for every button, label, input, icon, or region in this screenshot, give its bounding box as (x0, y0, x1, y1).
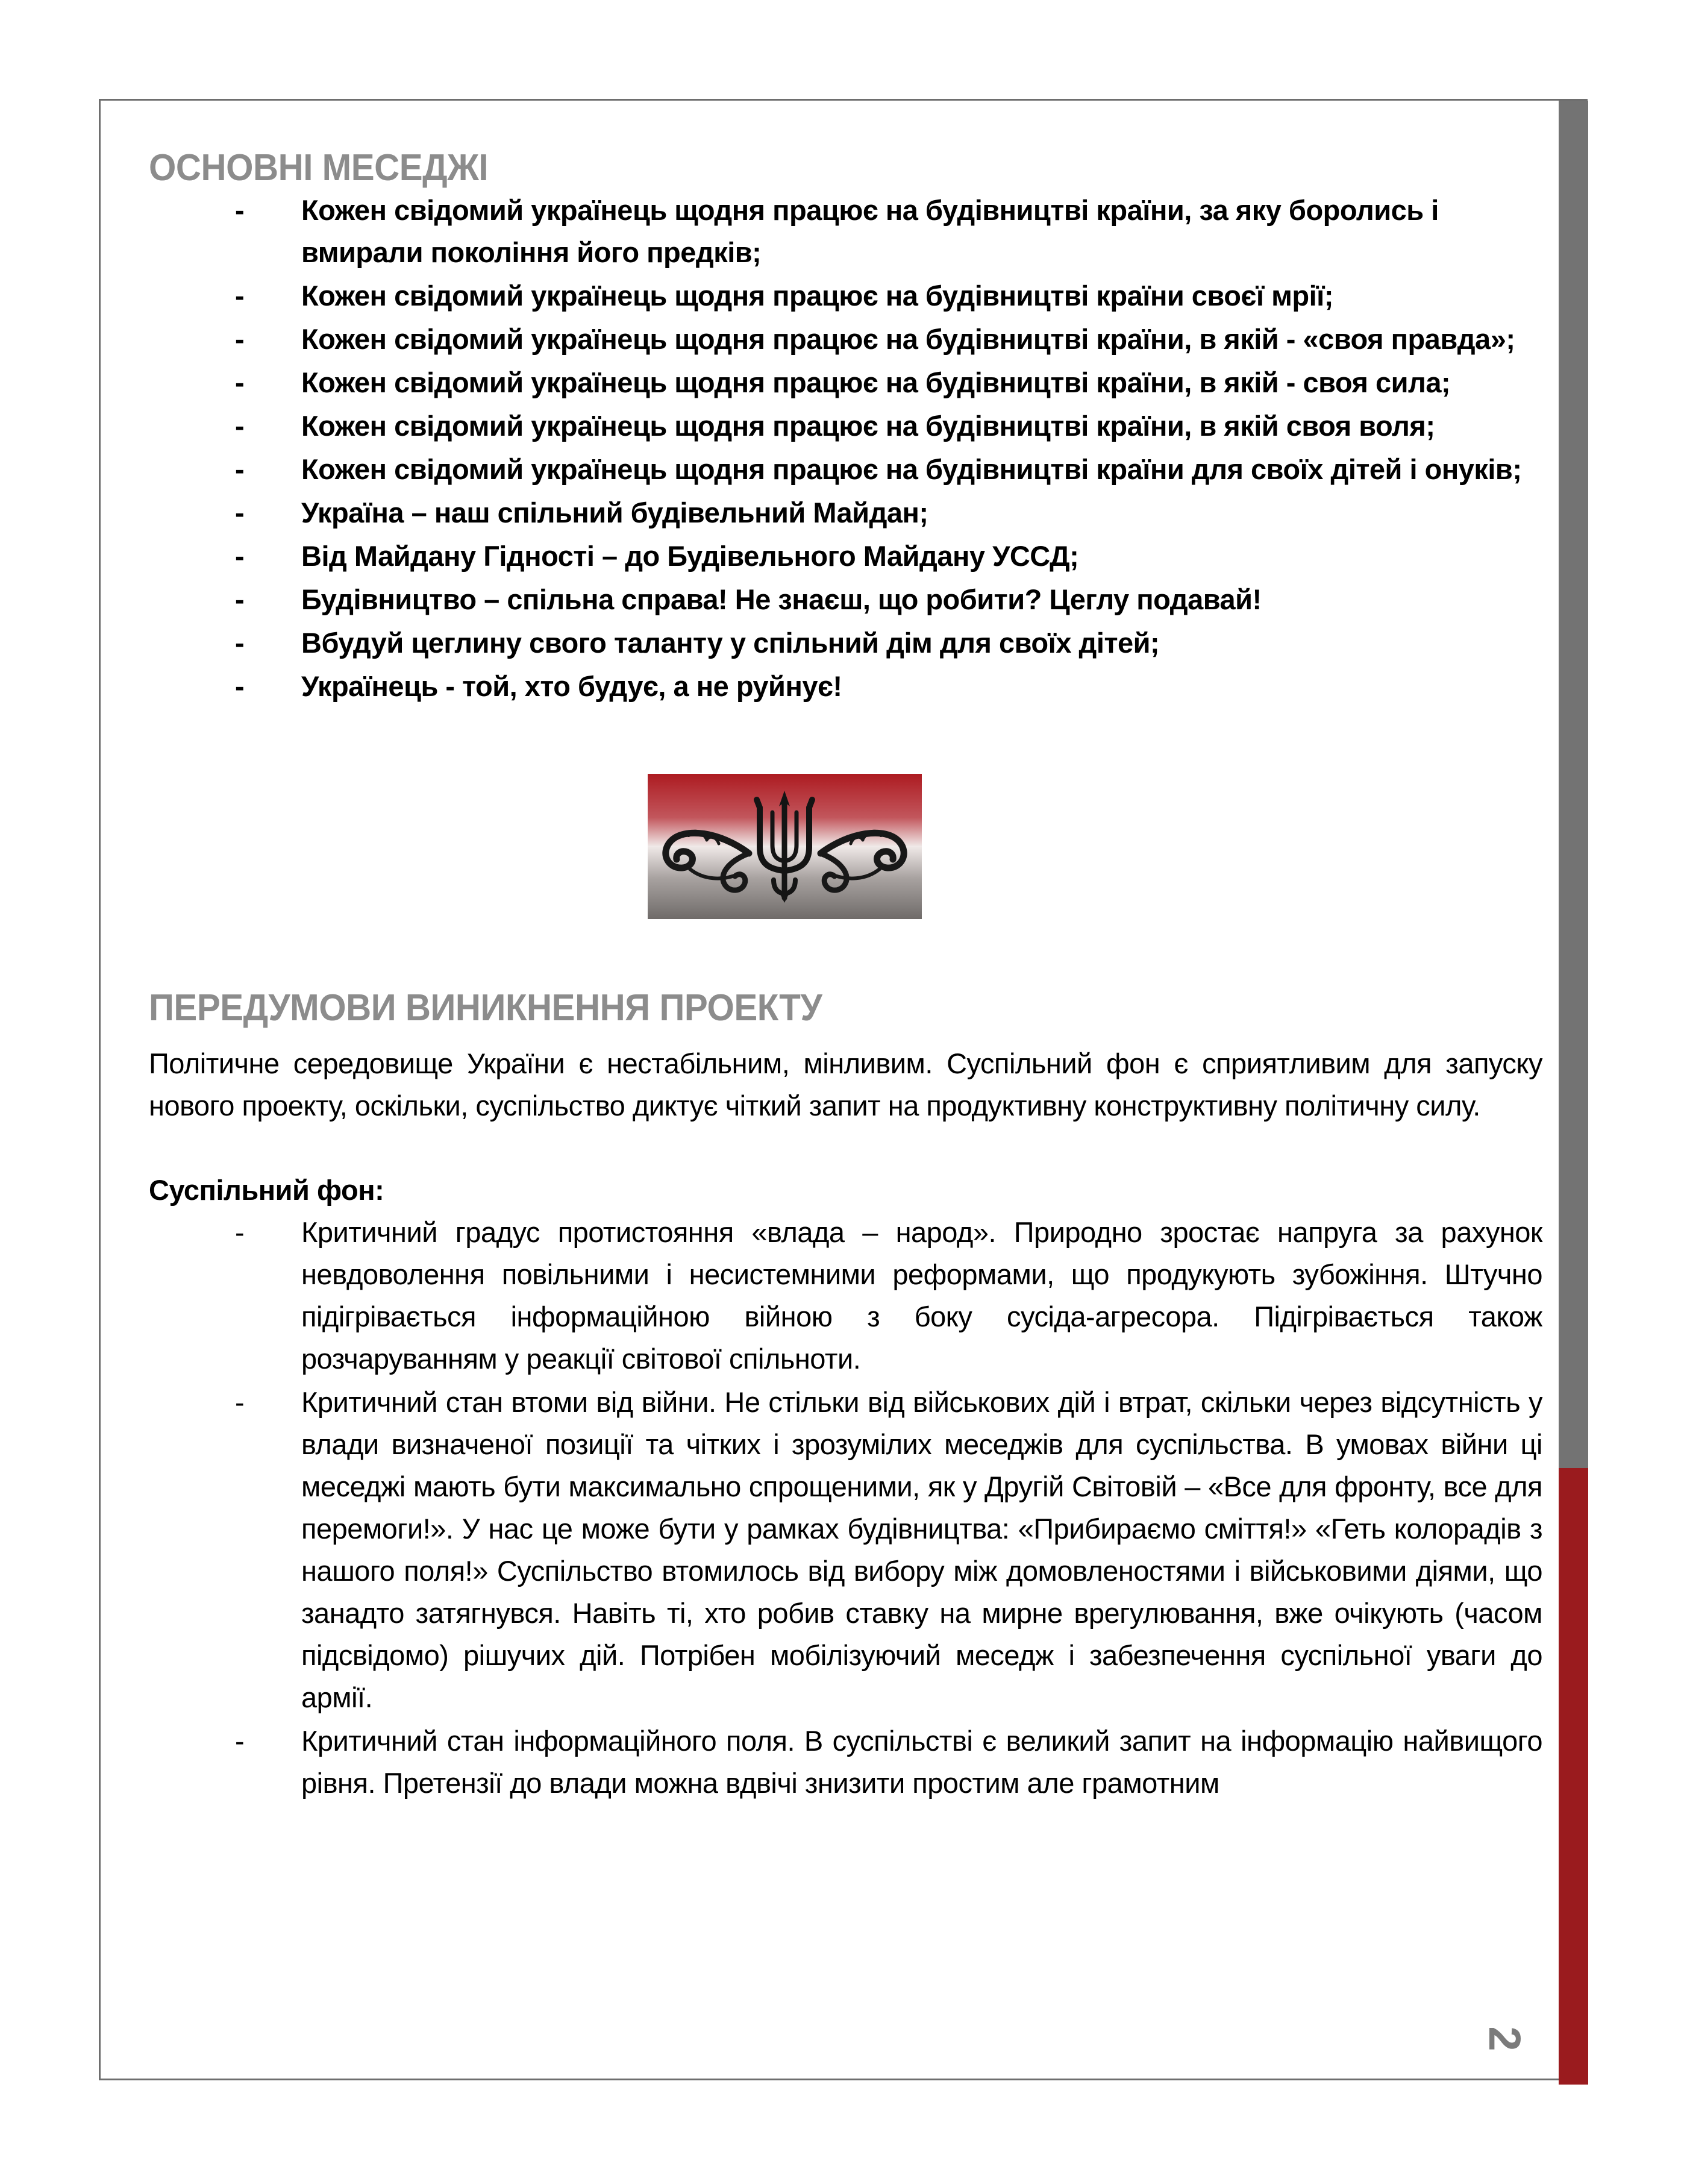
social-background-list (149, 1211, 1542, 1804)
sidebar-red-bar (1559, 1468, 1588, 2085)
list-item: - Будівництво – спільна справа! Не знаєш, що робити? Цеглу подавай! (149, 579, 1542, 621)
intro-paragraph: Політичне середовище України є нестабільним, мінливим. Суспільний фон є сприятливим для запуску нового проекту, оскільки, суспільство диктує чіткий запит на продуктивну конструктивну політичну силу. (149, 1047, 1542, 1122)
list-item: - Кожен свідомий українець щодня працює на будівництві країни своєї мрії; (149, 275, 1542, 317)
social-background-label: Суспільний фон: (149, 1174, 384, 1206)
sidebar-gray-bar (1559, 101, 1588, 1468)
page-content (149, 146, 1542, 1806)
list-item: - Кожен свідомий українець щодня працює на будівництві країни, в якій - своя сила; (149, 362, 1542, 404)
list-item: - Критичний стан інформаційного поля. В суспільстві є великий запит на інформацію найвищого рівня. Претензії до влади можна вдвічі знизити простим але грамотним (149, 1720, 1542, 1804)
list-item: - Від Майдану Гідності – до Будівельного Майдану УССД; (149, 535, 1542, 577)
main-messages-list (149, 189, 1542, 708)
list-item: - Критичний градус протистояння «влада – народ». Природно зростає напруга за рахунок невдоволення повільними і несистемними реформами, що продукують зубожіння. Штучно підігрівається інформаційною війною з боку сусіда-агресора. Підігрівається також розчаруванням у реакції світової спільноти. (149, 1211, 1542, 1380)
list-item: - Кожен свідомий українець щодня працює на будівництві країни, за яку боролись і вмирали покоління його предків; (149, 189, 1542, 274)
list-item: - Українець - той, хто будує, а не руйнує! (149, 665, 1542, 708)
trident-ornament-image (648, 774, 922, 919)
list-item: - Україна – наш спільний будівельний Майдан; (149, 492, 1542, 534)
list-item: - Кожен свідомий українець щодня працює на будівництві країни, в якій - «своя правда»; (149, 318, 1542, 360)
list-item: - Критичний стан втоми від війни. Не стільки від військових дій і втрат, скільки через відсутність у влади визначеної позиції та чітких і зрозумілих меседжів для суспільства. В умовах війни ці меседжі мають бути максимально спрощеними, як у Другій Світовій – «Все для фронту, все для перемоги!». У нас це може бути у рамках будівництва: «Прибираємо сміття!» «Геть колорадів з нашого поля!» Суспільство втомилось від вибору між домовленостями і військовими діями, що занадто затягнувся. Навіть ті, хто робив ставку на мирне врегулювання, вже очікують (часом підсвідомо) рішучих дій. Потрібен мобілізуючий меседж і забезпечення суспільної уваги до армії. (149, 1381, 1542, 1719)
list-item: - Кожен свідомий українець щодня працює на будівництві країни, в якій своя воля; (149, 405, 1542, 447)
page-number: 2 (1480, 2026, 1530, 2051)
section-heading-preconditions: ПЕРЕДУМОВИ ВИНИКНЕННЯ ПРОЕКТУ (149, 987, 822, 1029)
list-item: - Вбудуй цеглину свого таланту у спільний дім для своїх дітей; (149, 622, 1542, 664)
section-heading-main-messages: ОСНОВНІ МЕСЕДЖІ (149, 147, 489, 189)
list-item: - Кожен свідомий українець щодня працює на будівництві країни для своїх дітей і онуків; (149, 448, 1542, 491)
